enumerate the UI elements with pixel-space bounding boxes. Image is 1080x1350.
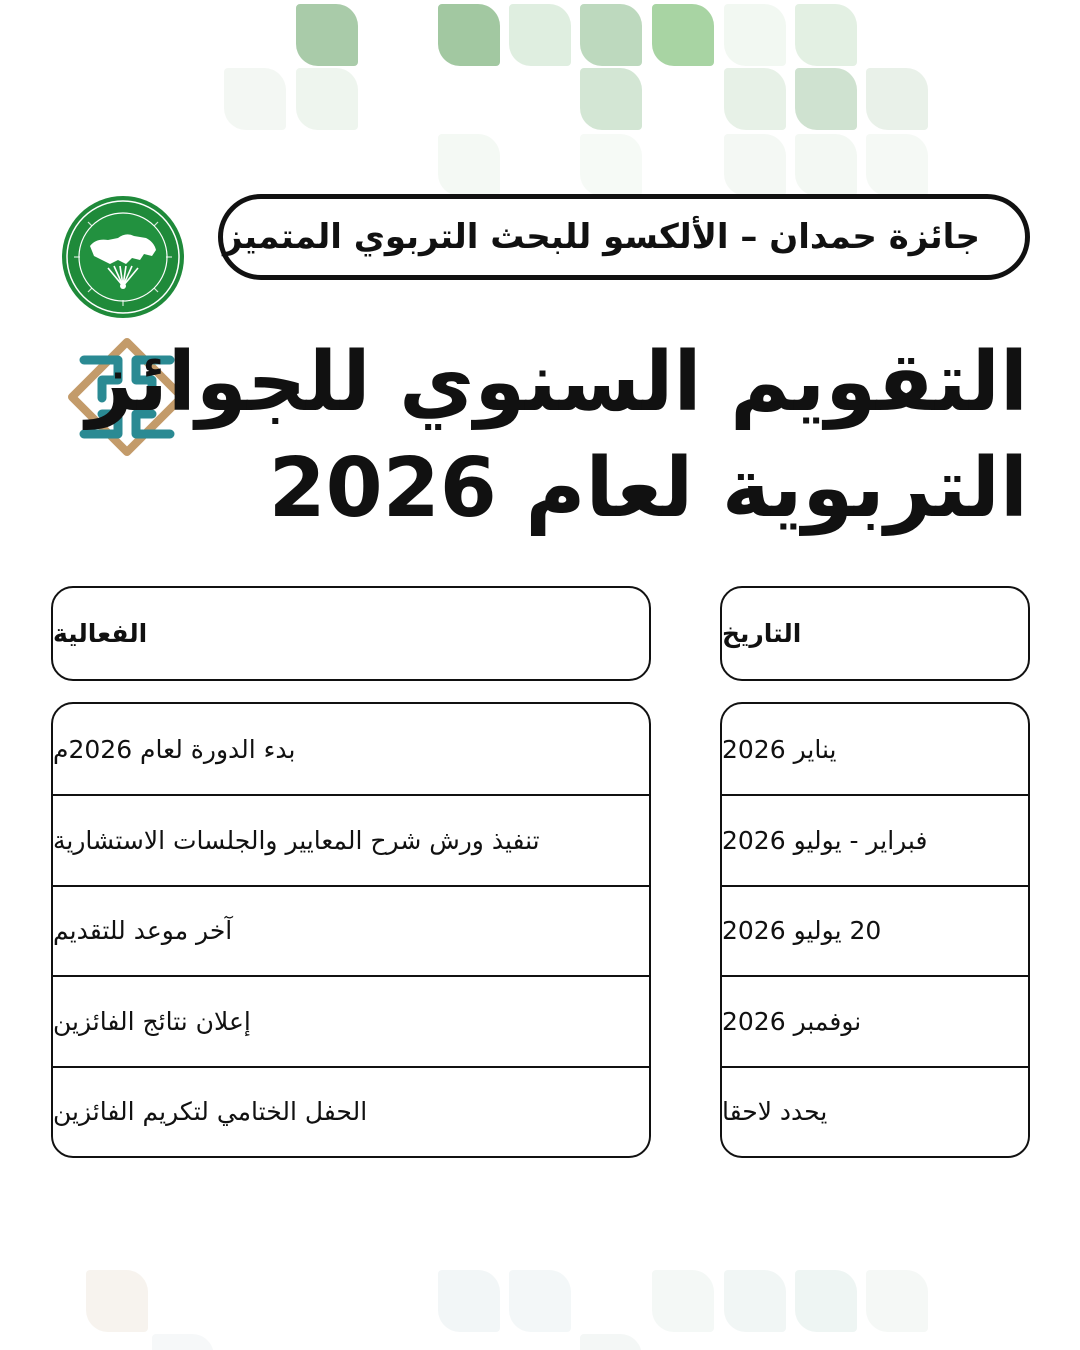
top-decoration [0, 0, 1080, 200]
date-cell [722, 704, 1028, 794]
date-text: فبراير - يوليو 2026 [722, 826, 928, 856]
event-text: الحفل الختامي لتكريم الفائزين [53, 1097, 368, 1127]
leaf-shape [296, 4, 358, 66]
leaf-shape [652, 4, 714, 66]
event-cell [53, 704, 649, 794]
event-column-header [51, 586, 651, 681]
leaf-shape [795, 1270, 857, 1332]
leaf-shape [224, 68, 286, 130]
date-cell [722, 794, 1028, 884]
leaf-shape [724, 1270, 786, 1332]
date-cell [722, 1066, 1028, 1156]
leaf-shape [438, 4, 500, 66]
event-header-label: الفعالية [53, 619, 148, 648]
leaf-shape [86, 1270, 148, 1332]
event-cell [53, 794, 649, 884]
leaf-shape [652, 1270, 714, 1332]
date-text: 20 يوليو 2026 [722, 916, 882, 946]
heading-line-1: التقويم السنوي للجوائز [85, 335, 1028, 430]
date-column [720, 702, 1030, 1158]
alecso-logo [60, 194, 186, 320]
event-column [51, 702, 651, 1158]
event-text: آخر موعد للتقديم [53, 916, 233, 946]
date-text: نوفمبر 2026 [722, 1006, 862, 1036]
leaf-shape [866, 1270, 928, 1332]
leaf-shape [152, 1334, 214, 1350]
date-text: يناير 2026 [722, 734, 837, 764]
leaf-shape [296, 68, 358, 130]
award-title-banner [218, 194, 1030, 280]
award-title: جائزة حمدان – الألكسو للبحث التربوي المتميز [223, 217, 980, 257]
event-text: بدء الدورة لعام 2026م [53, 734, 296, 764]
date-column-header [720, 586, 1030, 681]
date-text: يحدد لاحقا [722, 1097, 828, 1127]
leaf-shape [866, 68, 928, 130]
leaf-shape [724, 68, 786, 130]
date-header-label: التاريخ [722, 619, 802, 648]
event-cell [53, 975, 649, 1065]
leaf-shape [509, 1270, 571, 1332]
event-text: تنفيذ ورش شرح المعايير والجلسات الاستشارية [53, 826, 540, 856]
date-cell [722, 885, 1028, 975]
event-text: إعلان نتائج الفائزين [53, 1006, 251, 1036]
leaf-shape [509, 4, 571, 66]
leaf-shape [724, 4, 786, 66]
event-cell [53, 885, 649, 975]
leaf-shape [580, 68, 642, 130]
event-cell [53, 1066, 649, 1156]
heading-line-2: التربوية لعام 2026 [268, 441, 1028, 536]
page-heading [85, 330, 1028, 542]
leaf-shape [724, 134, 786, 196]
leaf-shape [795, 4, 857, 66]
leaf-shape [438, 134, 500, 196]
leaf-shape [795, 134, 857, 196]
leaf-shape [795, 68, 857, 130]
date-cell [722, 975, 1028, 1065]
bottom-decoration [0, 1262, 1080, 1350]
leaf-shape [580, 1334, 642, 1350]
leaf-shape [866, 134, 928, 196]
leaf-shape [438, 1270, 500, 1332]
leaf-shape [580, 134, 642, 196]
leaf-shape [580, 4, 642, 66]
